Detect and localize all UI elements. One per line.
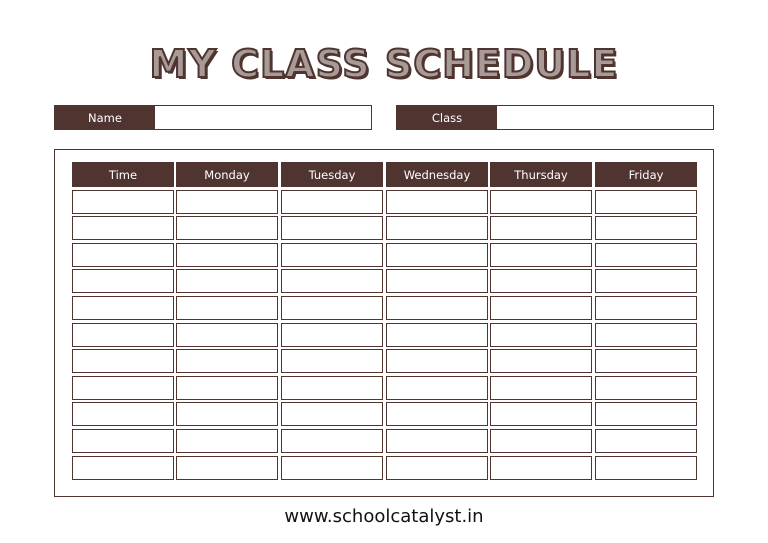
- class-label: Class: [397, 106, 497, 129]
- schedule-cell[interactable]: [595, 456, 697, 480]
- schedule-cell[interactable]: [176, 296, 278, 320]
- schedule-cell[interactable]: [72, 269, 174, 293]
- schedule-cell[interactable]: [595, 376, 697, 400]
- schedule-cell[interactable]: [386, 269, 488, 293]
- name-label: Name: [55, 106, 155, 129]
- schedule-cell[interactable]: [72, 402, 174, 426]
- column-header: Wednesday: [386, 162, 488, 187]
- schedule-cell[interactable]: [72, 349, 174, 373]
- schedule-cell[interactable]: [386, 349, 488, 373]
- schedule-cell[interactable]: [176, 216, 278, 240]
- column-monday: [176, 162, 278, 480]
- schedule-cell[interactable]: [176, 429, 278, 453]
- schedule-cell[interactable]: [386, 376, 488, 400]
- schedule-cell[interactable]: [386, 323, 488, 347]
- schedule-cell[interactable]: [176, 402, 278, 426]
- schedule-cell[interactable]: [490, 216, 592, 240]
- class-field: [396, 105, 714, 130]
- schedule-cell[interactable]: [490, 296, 592, 320]
- schedule-cell[interactable]: [595, 402, 697, 426]
- column-header: Monday: [176, 162, 278, 187]
- column-friday: [595, 162, 697, 480]
- schedule-cell[interactable]: [72, 296, 174, 320]
- schedule-cell[interactable]: [490, 376, 592, 400]
- schedule-cell[interactable]: [72, 456, 174, 480]
- schedule-cell[interactable]: [281, 216, 383, 240]
- schedule-cell[interactable]: [490, 349, 592, 373]
- column-header: Time: [72, 162, 174, 187]
- schedule-cell[interactable]: [595, 429, 697, 453]
- column-thursday: [490, 162, 592, 480]
- schedule-cell[interactable]: [595, 190, 697, 214]
- schedule-cell[interactable]: [595, 269, 697, 293]
- schedule-cell[interactable]: [281, 402, 383, 426]
- schedule-cell[interactable]: [595, 243, 697, 267]
- schedule-cell[interactable]: [281, 269, 383, 293]
- schedule-cell[interactable]: [281, 349, 383, 373]
- schedule-cell[interactable]: [176, 323, 278, 347]
- schedule-cell[interactable]: [72, 190, 174, 214]
- schedule-cell[interactable]: [72, 243, 174, 267]
- schedule-cell[interactable]: [490, 456, 592, 480]
- column-header: Thursday: [490, 162, 592, 187]
- schedule-cell[interactable]: [281, 429, 383, 453]
- schedule-cell[interactable]: [490, 269, 592, 293]
- schedule-cell[interactable]: [72, 429, 174, 453]
- class-input[interactable]: [497, 106, 713, 129]
- schedule-cell[interactable]: [176, 376, 278, 400]
- name-input[interactable]: [155, 106, 371, 129]
- schedule-cell[interactable]: [490, 402, 592, 426]
- schedule-cell[interactable]: [176, 456, 278, 480]
- name-field: [54, 105, 372, 130]
- column-tuesday: [281, 162, 383, 480]
- schedule-cell[interactable]: [281, 243, 383, 267]
- schedule-cell[interactable]: [386, 243, 488, 267]
- schedule-cell[interactable]: [176, 269, 278, 293]
- schedule-cell[interactable]: [72, 376, 174, 400]
- schedule-cell[interactable]: [281, 190, 383, 214]
- schedule-cell[interactable]: [281, 376, 383, 400]
- schedule-cell[interactable]: [386, 190, 488, 214]
- column-wednesday: [386, 162, 488, 480]
- column-header: Friday: [595, 162, 697, 187]
- schedule-cell[interactable]: [490, 190, 592, 214]
- schedule-cell[interactable]: [490, 429, 592, 453]
- schedule-cell[interactable]: [595, 323, 697, 347]
- footer-url: www.schoolcatalyst.in: [284, 506, 484, 527]
- schedule-cell[interactable]: [490, 243, 592, 267]
- schedule-cell[interactable]: [595, 349, 697, 373]
- page-title: MY CLASS SCHEDULE: [149, 42, 619, 86]
- schedule-cell[interactable]: [386, 216, 488, 240]
- schedule-cell[interactable]: [281, 296, 383, 320]
- schedule-cell[interactable]: [72, 323, 174, 347]
- schedule-cell[interactable]: [595, 216, 697, 240]
- schedule-cell[interactable]: [490, 323, 592, 347]
- schedule-cell[interactable]: [281, 323, 383, 347]
- schedule-cell[interactable]: [176, 243, 278, 267]
- schedule-cell[interactable]: [176, 190, 278, 214]
- schedule-cell[interactable]: [386, 402, 488, 426]
- schedule-cell[interactable]: [595, 296, 697, 320]
- schedule-cell[interactable]: [281, 456, 383, 480]
- column-header: Tuesday: [281, 162, 383, 187]
- column-time: [72, 162, 174, 480]
- schedule-cell[interactable]: [386, 429, 488, 453]
- schedule-cell[interactable]: [386, 296, 488, 320]
- schedule-cell[interactable]: [72, 216, 174, 240]
- schedule-cell[interactable]: [386, 456, 488, 480]
- schedule-cell[interactable]: [176, 349, 278, 373]
